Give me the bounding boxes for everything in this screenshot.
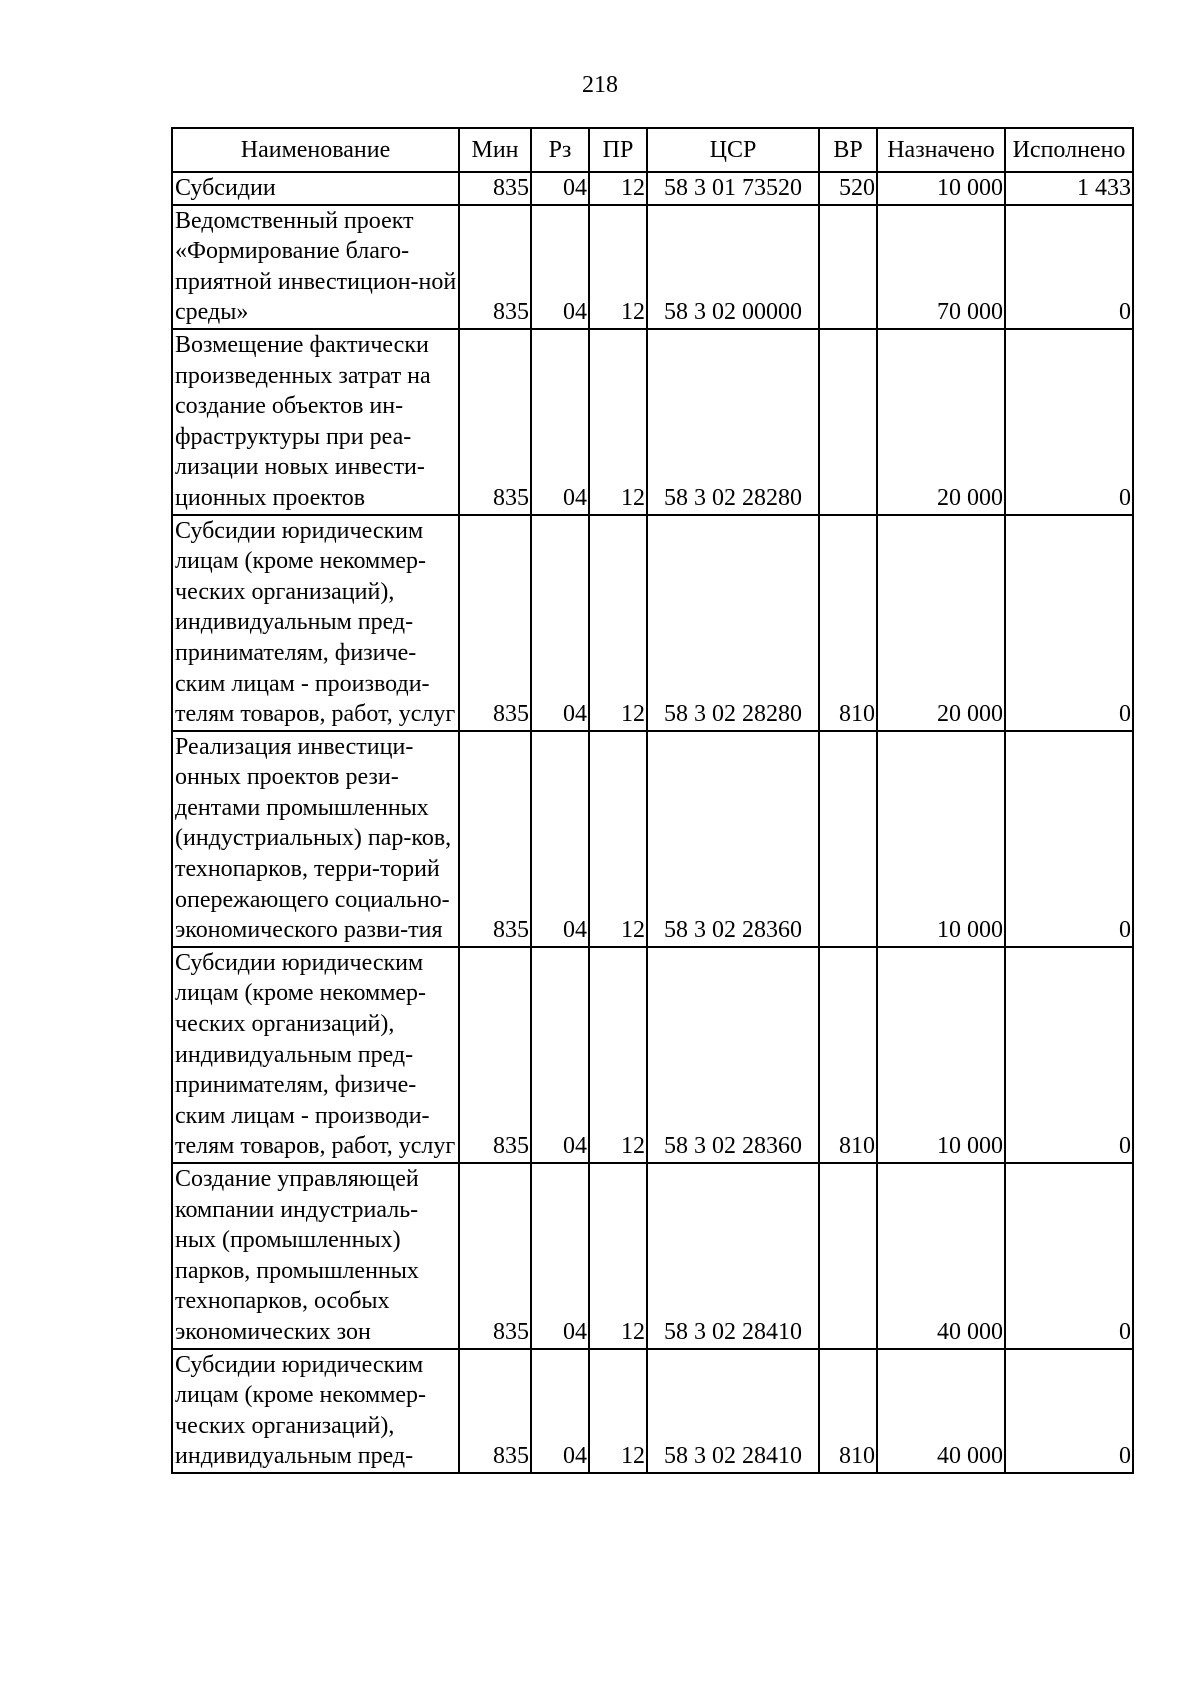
- row-min: 835: [459, 731, 531, 947]
- table-row: [172, 731, 1133, 947]
- row-assigned: 20 000: [877, 515, 1005, 731]
- row-assigned: 10 000: [877, 947, 1005, 1163]
- row-pr: 12: [589, 1349, 647, 1473]
- table-row: [172, 1163, 1133, 1349]
- table-row: [172, 515, 1133, 731]
- table-row: [172, 205, 1133, 329]
- row-vr: 810: [819, 1349, 877, 1473]
- row-rz: 04: [531, 1163, 589, 1349]
- row-min: 835: [459, 329, 531, 515]
- row-pr: 12: [589, 329, 647, 515]
- row-executed: 0: [1005, 205, 1133, 329]
- table-row: [172, 1349, 1133, 1473]
- row-assigned: 20 000: [877, 329, 1005, 515]
- header-csr: ЦСР: [647, 128, 819, 172]
- header-pr: ПР: [589, 128, 647, 172]
- budget-table: [171, 127, 1134, 1474]
- row-csr: 58 3 02 28360: [647, 731, 819, 947]
- row-executed: 0: [1005, 731, 1133, 947]
- row-vr: 810: [819, 515, 877, 731]
- row-pr: 12: [589, 731, 647, 947]
- row-rz: 04: [531, 731, 589, 947]
- row-pr: 12: [589, 172, 647, 205]
- row-name: Субсидии юридическим лицам (кроме некоммер-ческих организаций), индивидуальным пред-принимателям, физиче-ским лицам - производи-телям товаров, работ, услуг: [172, 947, 459, 1163]
- row-rz: 04: [531, 947, 589, 1163]
- page-number: 218: [582, 72, 618, 98]
- row-name: Субсидии юридическим лицам (кроме некоммер-ческих организаций), индивидуальным пред-принимателям, физиче-ским лицам - производи-телям товаров, работ, услуг: [172, 515, 459, 731]
- row-rz: 04: [531, 172, 589, 205]
- row-min: 835: [459, 947, 531, 1163]
- row-min: 835: [459, 1349, 531, 1473]
- table-row: [172, 947, 1133, 1163]
- header-vr: ВР: [819, 128, 877, 172]
- header-assigned: Назначено: [877, 128, 1005, 172]
- row-rz: 04: [531, 515, 589, 731]
- row-name: Субсидии: [172, 172, 459, 205]
- row-executed: 0: [1005, 1163, 1133, 1349]
- row-pr: 12: [589, 1163, 647, 1349]
- table-row: [172, 329, 1133, 515]
- row-vr: 810: [819, 947, 877, 1163]
- row-rz: 04: [531, 1349, 589, 1473]
- row-assigned: 70 000: [877, 205, 1005, 329]
- row-csr: 58 3 01 73520: [647, 172, 819, 205]
- row-min: 835: [459, 515, 531, 731]
- row-vr: [819, 205, 877, 329]
- row-pr: 12: [589, 947, 647, 1163]
- row-name: Ведомственный проект «Формирование благо-приятной инвестицион-ной среды»: [172, 205, 459, 329]
- row-assigned: 10 000: [877, 731, 1005, 947]
- header-executed: Исполнено: [1005, 128, 1133, 172]
- row-vr: [819, 329, 877, 515]
- row-vr: 520: [819, 172, 877, 205]
- row-rz: 04: [531, 329, 589, 515]
- row-vr: [819, 1163, 877, 1349]
- row-executed: 0: [1005, 1349, 1133, 1473]
- row-min: 835: [459, 205, 531, 329]
- row-executed: 1 433: [1005, 172, 1133, 205]
- row-csr: 58 3 02 28410: [647, 1349, 819, 1473]
- row-csr: 58 3 02 28360: [647, 947, 819, 1163]
- row-min: 835: [459, 1163, 531, 1349]
- row-executed: 0: [1005, 947, 1133, 1163]
- row-csr: 58 3 02 00000: [647, 205, 819, 329]
- row-name: Возмещение фактически произведенных затрат на создание объектов ин-фраструктуры при реа-лизации новых инвести-ционных проектов: [172, 329, 459, 515]
- header-name: Наименование: [172, 128, 459, 172]
- row-name: Создание управляющей компании индустриаль-ных (промышленных) парков, промышленных технопарков, особых экономических зон: [172, 1163, 459, 1349]
- row-name: Реализация инвестици-онных проектов рези-дентами промышленных (индустриальных) пар-ков, технопарков, терри-торий опережающего социально-экономического разви-тия: [172, 731, 459, 947]
- row-name: Субсидии юридическим лицам (кроме некоммер-ческих организаций), индивидуальным пред-: [172, 1349, 459, 1473]
- table-row: [172, 172, 1133, 205]
- row-vr: [819, 731, 877, 947]
- row-executed: 0: [1005, 329, 1133, 515]
- header-rz: Рз: [531, 128, 589, 172]
- header-min: Мин: [459, 128, 531, 172]
- row-pr: 12: [589, 515, 647, 731]
- row-csr: 58 3 02 28410: [647, 1163, 819, 1349]
- row-csr: 58 3 02 28280: [647, 515, 819, 731]
- row-assigned: 40 000: [877, 1349, 1005, 1473]
- row-pr: 12: [589, 205, 647, 329]
- table-header-row: [172, 128, 1133, 172]
- row-assigned: 40 000: [877, 1163, 1005, 1349]
- row-assigned: 10 000: [877, 172, 1005, 205]
- row-csr: 58 3 02 28280: [647, 329, 819, 515]
- row-rz: 04: [531, 205, 589, 329]
- row-min: 835: [459, 172, 531, 205]
- row-executed: 0: [1005, 515, 1133, 731]
